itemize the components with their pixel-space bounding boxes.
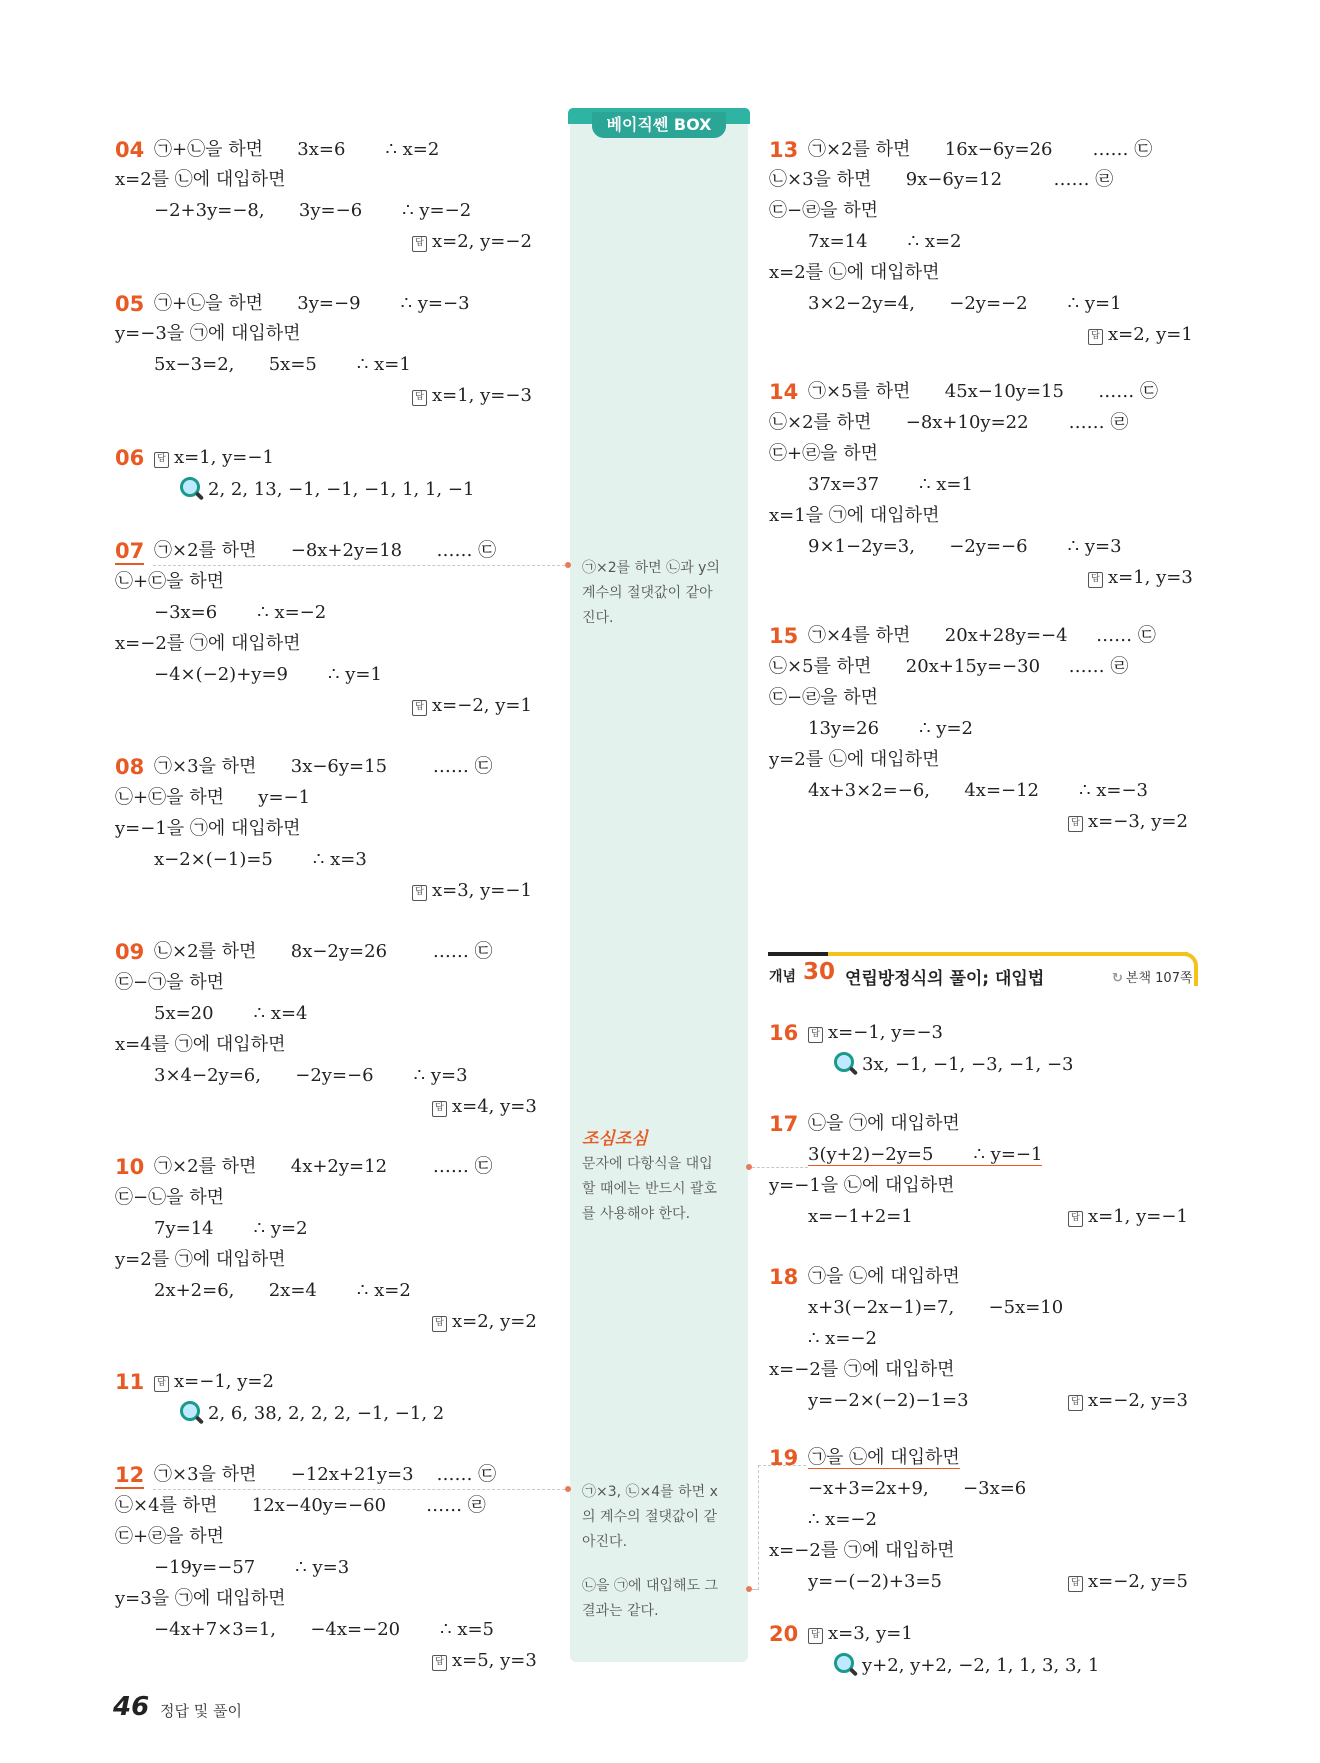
problem-number: 06 — [115, 446, 145, 470]
solution-line: y=2를 ㉠에 대입하면 — [115, 1249, 286, 1270]
problem-number: 19 — [769, 1446, 799, 1470]
underlined-expression: ㉠을 ㉡에 대입하면 — [808, 1447, 960, 1468]
answer-icon: 답 — [154, 452, 169, 468]
solution-line: y=−2×(−2)−1=3 — [808, 1390, 969, 1411]
answer-icon: 답 — [432, 1655, 447, 1671]
solution-line: ∴ x=−2 — [808, 1328, 877, 1349]
solution-line: ㉠×3을 하면 3x−6y=15 …… ㉢ — [154, 756, 493, 777]
solution-line: 7y=14 ∴ y=2 — [154, 1218, 308, 1239]
sidebar-note: 계수의 절댓값이 같아 — [582, 585, 713, 601]
sidebar-note: ㉠×3, ㉡×4를 하면 x — [582, 1484, 718, 1500]
solution-line: ㉠×2를 하면 −8x+2y=18 …… ㉢ — [154, 540, 497, 561]
solution-line: x=2를 ㉡에 대입하면 — [115, 169, 286, 190]
problem-number: 09 — [115, 940, 145, 964]
answer-text: x=1, y=−3 — [432, 385, 532, 406]
hint-text: 3x, −1, −1, −3, −1, −3 — [862, 1054, 1074, 1075]
solution-line: x=−1+2=1 — [808, 1206, 913, 1227]
basic-box-badge — [568, 108, 750, 140]
solution-line: ㉢+㉣을 하면 — [115, 1526, 224, 1547]
basic-box-title: 베이직쎈 BOX — [592, 112, 726, 138]
answer-text: x=−1, y=2 — [174, 1371, 274, 1392]
answer-icon: 답 — [154, 1376, 169, 1392]
solution-line: y=2를 ㉡에 대입하면 — [769, 749, 940, 770]
solution-line: ㉡×2를 하면 8x−2y=26 …… ㉢ — [154, 941, 493, 962]
hint-text: 2, 2, 13, −1, −1, −1, 1, 1, −1 — [208, 479, 475, 500]
concept-prefix: 개념 — [769, 969, 797, 985]
hint-text: 2, 6, 38, 2, 2, 2, −1, −1, 2 — [208, 1403, 445, 1424]
solution-line: x=2를 ㉡에 대입하면 — [769, 262, 940, 283]
sidebar-note: ㉡을 ㉠에 대입해도 그 — [582, 1578, 719, 1594]
solution-line: −2+3y=−8, 3y=−6 ∴ y=−2 — [154, 200, 472, 221]
note-leader — [153, 565, 565, 566]
underlined-expression: 3(y+2)−2y=5 ∴ y=−1 — [808, 1144, 1043, 1165]
footer-label: 정답 및 풀이 — [160, 1702, 242, 1720]
caution-note: 를 사용해야 한다. — [582, 1206, 691, 1222]
solution-line: ∴ x=−2 — [808, 1509, 877, 1530]
answer-line — [1068, 1389, 1188, 1413]
problem-number: 15 — [769, 624, 799, 648]
answer-line — [432, 1095, 537, 1119]
sidebar-note: 진다. — [582, 610, 614, 626]
problem-number: 11 — [115, 1370, 145, 1394]
problem-number: 07 — [115, 539, 145, 563]
solution-line: ㉡×5를 하면 20x+15y=−30 …… ㉣ — [769, 656, 1129, 677]
solution-line: 5x=20 ∴ x=4 — [154, 1003, 308, 1024]
answer-text: x=−2, y=3 — [1088, 1390, 1188, 1411]
note-dot — [565, 1486, 571, 1492]
solution-line: −3x=6 ∴ x=−2 — [154, 602, 327, 623]
answer-icon: 답 — [1068, 1211, 1083, 1227]
solution-line: x=−2를 ㉠에 대입하면 — [115, 633, 301, 654]
problem-number: 17 — [769, 1112, 799, 1136]
solution-line: 3×4−2y=6, −2y=−6 ∴ y=3 — [154, 1065, 468, 1086]
solution-line: ㉠×2를 하면 16x−6y=26 …… ㉢ — [808, 139, 1153, 160]
answer-text: x=2, y=1 — [1108, 324, 1193, 345]
answer-icon: 답 — [432, 1316, 447, 1332]
answer-line — [412, 879, 532, 903]
magnifier-icon — [180, 1401, 200, 1421]
solution-line: ㉡×4를 하면 12x−40y=−60 …… ㉣ — [115, 1495, 486, 1516]
solution-line: x+3(−2x−1)=7, −5x=10 — [808, 1297, 1064, 1318]
solution-line: x=−2를 ㉠에 대입하면 — [769, 1540, 955, 1561]
problem-number: 12 — [115, 1463, 145, 1487]
answer-icon: 답 — [432, 1101, 447, 1117]
solution-line: ㉢−㉡을 하면 — [115, 1187, 224, 1208]
answer-line — [412, 230, 532, 254]
solution-line: −x+3=2x+9, −3x=6 — [808, 1478, 1027, 1499]
answer-line — [154, 446, 274, 470]
caution-note: 할 때에는 반드시 괄호 — [582, 1181, 718, 1197]
caution-label: 조심조심 — [582, 1129, 648, 1149]
concept-ref-text: 본책 107쪽 — [1125, 971, 1193, 986]
answer-line — [1068, 1205, 1188, 1229]
solution-line: ㉠×2를 하면 4x+2y=12 …… ㉢ — [154, 1156, 493, 1177]
solution-line: x=4를 ㉠에 대입하면 — [115, 1034, 286, 1055]
answer-text: x=1, y=3 — [1108, 567, 1193, 588]
answer-icon: 답 — [1088, 572, 1103, 588]
note-leader — [752, 1167, 808, 1168]
answer-line — [1068, 810, 1188, 834]
solution-line: 37x=37 ∴ x=1 — [808, 474, 973, 495]
problem-number: 14 — [769, 380, 799, 404]
solution-line: 5x−3=2, 5x=5 ∴ x=1 — [154, 354, 411, 375]
hint-line — [180, 1401, 444, 1426]
concept-rule-dark — [768, 952, 828, 956]
answer-text: x=4, y=3 — [452, 1096, 537, 1117]
solution-line: ㉢−㉠을 하면 — [115, 972, 224, 993]
answer-icon: 답 — [808, 1027, 823, 1043]
answer-line — [808, 1021, 943, 1045]
problem-number: 10 — [115, 1155, 145, 1179]
solution-line: ㉡×3을 하면 9x−6y=12 …… ㉣ — [769, 169, 1114, 190]
solution-line: ㉠을 ㉡에 대입하면 — [808, 1266, 960, 1287]
hint-line — [180, 477, 474, 502]
concept-number: 30 — [803, 959, 836, 985]
solution-line: ㉠×4를 하면 20x+28y=−4 …… ㉢ — [808, 625, 1156, 646]
solution-line: y=−1을 ㉡에 대입하면 — [769, 1175, 955, 1196]
solution-line: y=3을 ㉠에 대입하면 — [115, 1588, 286, 1609]
answer-icon: 답 — [412, 390, 427, 406]
solution-line — [808, 1446, 960, 1470]
problem-number: 04 — [115, 138, 145, 162]
problem-number: 20 — [769, 1622, 799, 1646]
answer-text: x=−3, y=2 — [1088, 811, 1188, 832]
answer-text: x=5, y=3 — [452, 1650, 537, 1671]
answer-text: x=−2, y=1 — [432, 695, 532, 716]
note-dot — [565, 562, 571, 568]
answer-icon: 답 — [1068, 816, 1083, 832]
solution-line: y=−(−2)+3=5 — [808, 1571, 942, 1592]
sidebar-note: 결과는 같다. — [582, 1603, 659, 1619]
solution-line: ㉡+㉢을 하면 — [115, 571, 224, 592]
solution-line: ㉢−㉣을 하면 — [769, 200, 878, 221]
magnifier-icon — [834, 1653, 854, 1673]
solution-line: x=−2를 ㉠에 대입하면 — [769, 1359, 955, 1380]
caution-note: 문자에 다항식을 대입 — [582, 1156, 713, 1172]
answer-line — [412, 694, 532, 718]
solution-line: ㉠+㉡을 하면 3x=6 ∴ x=2 — [154, 139, 440, 160]
solution-line: x=1을 ㉠에 대입하면 — [769, 505, 940, 526]
sidebar-note: 의 계수의 절댓값이 같 — [582, 1509, 718, 1525]
solution-line: x−2×(−1)=5 ∴ x=3 — [154, 849, 367, 870]
solution-line: 13y=26 ∴ y=2 — [808, 718, 973, 739]
answer-icon: 답 — [412, 236, 427, 252]
solution-line: ㉢−㉣을 하면 — [769, 687, 878, 708]
solution-line: 3×2−2y=4, −2y=−2 ∴ y=1 — [808, 293, 1122, 314]
magnifier-icon — [834, 1052, 854, 1072]
answer-icon: 답 — [412, 700, 427, 716]
answer-line — [412, 384, 532, 408]
concept-title: 연립방정식의 풀이; 대입법 — [845, 969, 1045, 989]
solution-line: y=−3을 ㉠에 대입하면 — [115, 323, 301, 344]
solution-line: ㉡을 ㉠에 대입하면 — [808, 1113, 960, 1134]
solution-line: ㉠×3을 하면 −12x+21y=3 …… ㉢ — [154, 1464, 497, 1485]
solution-line: ㉡+㉢을 하면 y=−1 — [115, 787, 311, 808]
answer-text: x=1, y=−1 — [174, 447, 274, 468]
solution-line: 4x+3×2=−6, 4x=−12 ∴ x=−3 — [808, 780, 1149, 801]
answer-line — [432, 1649, 537, 1673]
solution-line: y=−1을 ㉠에 대입하면 — [115, 818, 301, 839]
answer-text: x=2, y=2 — [452, 1311, 537, 1332]
basic-box-panel — [570, 117, 748, 1662]
magnifier-icon — [180, 477, 200, 497]
solution-line: ㉢+㉣을 하면 — [769, 443, 878, 464]
note-leader — [153, 1489, 565, 1490]
answer-text: x=−1, y=−3 — [828, 1022, 943, 1043]
sidebar-note: 아진다. — [582, 1534, 628, 1550]
answer-line — [1068, 1570, 1188, 1594]
concept-ref[interactable] — [1112, 967, 1193, 986]
answer-line — [1088, 566, 1193, 590]
solution-line: ㉠×5를 하면 45x−10y=15 …… ㉢ — [808, 381, 1158, 402]
hint-line — [834, 1653, 1099, 1678]
hint-line — [834, 1052, 1074, 1077]
problem-number: 16 — [769, 1021, 799, 1045]
note-leader — [758, 1465, 759, 1590]
answer-line — [154, 1370, 274, 1394]
solution-line: 9×1−2y=3, −2y=−6 ∴ y=3 — [808, 536, 1122, 557]
solution-line: ㉡×2를 하면 −8x+10y=22 …… ㉣ — [769, 412, 1129, 433]
refresh-icon: ↻ — [1112, 971, 1123, 986]
solution-line: 2x+2=6, 2x=4 ∴ x=2 — [154, 1280, 411, 1301]
answer-icon: 답 — [808, 1628, 823, 1644]
solution-line: 7x=14 ∴ x=2 — [808, 231, 962, 252]
problem-number: 05 — [115, 292, 145, 316]
answer-text: x=1, y=−1 — [1088, 1206, 1188, 1227]
hint-text: y+2, y+2, −2, 1, 1, 3, 3, 1 — [862, 1655, 1100, 1676]
solution-line — [808, 1143, 1042, 1167]
concept-rule-yellow — [828, 952, 1188, 956]
problem-number: 08 — [115, 755, 145, 779]
answer-text: x=−2, y=5 — [1088, 1571, 1188, 1592]
answer-text: x=3, y=−1 — [432, 880, 532, 901]
answer-text: x=3, y=1 — [828, 1623, 913, 1644]
answer-text: x=2, y=−2 — [432, 231, 532, 252]
solution-line: −4x+7×3=1, −4x=−20 ∴ x=5 — [154, 1619, 495, 1640]
answer-icon: 답 — [1088, 329, 1103, 345]
page-number: 46 — [113, 1692, 150, 1722]
answer-line — [432, 1310, 537, 1334]
solution-line: −19y=−57 ∴ y=3 — [154, 1557, 350, 1578]
sidebar-note: ㉠×2를 하면 ㉡과 y의 — [582, 560, 720, 576]
problem-number: 13 — [769, 138, 799, 162]
answer-icon: 답 — [1068, 1395, 1083, 1411]
solution-line: ㉠+㉡을 하면 3y=−9 ∴ y=−3 — [154, 293, 470, 314]
answer-line — [808, 1622, 913, 1646]
answer-icon: 답 — [412, 885, 427, 901]
problem-number: 18 — [769, 1265, 799, 1289]
answer-icon: 답 — [1068, 1576, 1083, 1592]
solution-line: −4×(−2)+y=9 ∴ y=1 — [154, 664, 382, 685]
answer-line — [1088, 323, 1193, 347]
